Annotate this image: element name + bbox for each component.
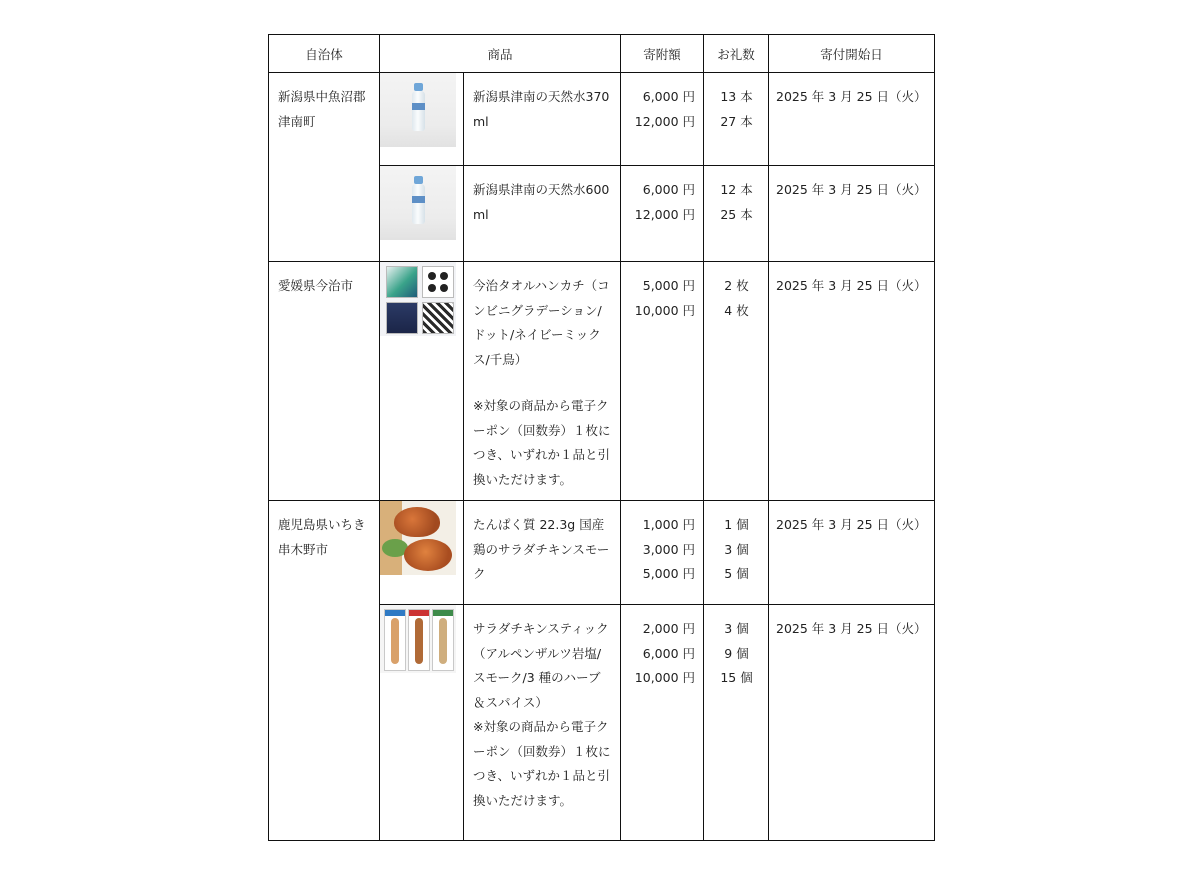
- donation-cell: [621, 73, 704, 166]
- furusato-gift-table: [268, 34, 935, 841]
- donation-amount: 6,000 円: [642, 645, 696, 661]
- donation-cell: [621, 262, 704, 501]
- donation-amount: 10,000 円: [634, 302, 696, 318]
- start-date-cell: [769, 166, 935, 262]
- gift-count: 9 個: [724, 645, 749, 661]
- start-date: 2025 年 3 月 25 日（火）: [776, 278, 927, 293]
- table-row: [269, 262, 935, 501]
- municipality-name: 鹿児島県いちき串木野市: [278, 517, 366, 557]
- gift-count: 27 本: [720, 113, 753, 129]
- municipality-cell: [269, 262, 380, 501]
- gift-count-cell: [704, 262, 769, 501]
- donation-amount: 6,000 円: [642, 89, 696, 104]
- start-date: 2025 年 3 月 25 日（火）: [776, 182, 927, 197]
- donation-amount: 12,000 円: [634, 113, 696, 129]
- gift-count: 2 枚: [724, 278, 749, 293]
- product-image-cell: [380, 73, 464, 166]
- gift-count: 3 個: [724, 621, 749, 636]
- municipality-name: 新潟県中魚沼郡津南町: [278, 89, 366, 129]
- gift-count: 1 個: [724, 517, 749, 532]
- start-date: 2025 年 3 月 25 日（火）: [776, 621, 927, 636]
- gift-count: 25 本: [720, 206, 753, 222]
- table-row: [269, 73, 935, 166]
- donation-amount: 5,000 円: [642, 566, 696, 581]
- municipality-cell: [269, 501, 380, 841]
- start-date-cell: [769, 501, 935, 605]
- header-start-date: 寄付開始日: [769, 35, 935, 73]
- gift-count: 5 個: [724, 566, 749, 581]
- product-name-cell: [464, 605, 621, 841]
- start-date-cell: [769, 262, 935, 501]
- donation-cell: [621, 166, 704, 262]
- table-row: [269, 501, 935, 605]
- product-image-cell: [380, 166, 464, 262]
- product-name-cell: [464, 262, 621, 501]
- donation-amount: 10,000 円: [634, 670, 696, 685]
- donation-amount: 2,000 円: [642, 621, 696, 636]
- start-date-cell: [769, 605, 935, 841]
- header-product: 商品: [380, 35, 621, 73]
- header-municipality: 自治体: [269, 35, 380, 73]
- gift-count: 4 枚: [724, 302, 749, 318]
- donation-cell: [621, 501, 704, 605]
- donation-amount: 3,000 円: [642, 541, 696, 557]
- product-name: サラダチキンスティック（アルペンザルツ岩塩/スモーク/3 種のハーブ＆スパイス）: [473, 621, 609, 710]
- product-name: 新潟県津南の天然水370ml: [473, 89, 610, 129]
- gift-count-cell: [704, 605, 769, 841]
- product-note: ※対象の商品から電子クーポン（回数券）１枚につき、いずれか１品と引換いただけます。: [473, 398, 611, 487]
- gift-count-cell: [704, 166, 769, 262]
- water-bottle-image: [380, 166, 456, 240]
- municipality-cell: [269, 73, 380, 262]
- product-image-cell: [380, 501, 464, 605]
- water-bottle-image: [380, 73, 456, 147]
- donation-cell: [621, 605, 704, 841]
- smoked-chicken-image: [380, 501, 456, 575]
- start-date: 2025 年 3 月 25 日（火）: [776, 89, 927, 104]
- donation-amount: 12,000 円: [634, 206, 696, 222]
- gift-count: 12 本: [720, 182, 753, 197]
- product-name: 今治タオルハンカチ（コンビニグラデーション/ドット/ネイビーミックス/千鳥）: [473, 278, 610, 367]
- product-name: たんぱく質 22.3g 国産鶏のサラダチキンスモーク: [473, 517, 610, 581]
- gift-count-cell: [704, 501, 769, 605]
- product-name-cell: [464, 501, 621, 605]
- start-date: 2025 年 3 月 25 日（火）: [776, 517, 927, 532]
- product-image-cell: [380, 605, 464, 841]
- chicken-stick-image: [380, 605, 456, 673]
- gift-count-cell: [704, 73, 769, 166]
- start-date-cell: [769, 73, 935, 166]
- towel-handkerchief-image: [380, 262, 456, 336]
- table-header-row: [269, 35, 935, 73]
- gift-count: 13 本: [720, 89, 753, 104]
- product-note: ※対象の商品から電子クーポン（回数券）１枚につき、いずれか１品と引換いただけます。: [473, 719, 611, 808]
- product-name-cell: [464, 166, 621, 262]
- header-donation: 寄附額: [621, 35, 704, 73]
- header-gift-count: お礼数: [704, 35, 769, 73]
- donation-amount: 5,000 円: [642, 278, 696, 293]
- gift-count: 3 個: [724, 541, 749, 557]
- product-name: 新潟県津南の天然水600ml: [473, 182, 610, 222]
- product-name-cell: [464, 73, 621, 166]
- donation-amount: 1,000 円: [642, 517, 696, 532]
- municipality-name: 愛媛県今治市: [278, 278, 354, 293]
- product-image-cell: [380, 262, 464, 501]
- donation-amount: 6,000 円: [642, 182, 696, 197]
- gift-count: 15 個: [720, 670, 753, 685]
